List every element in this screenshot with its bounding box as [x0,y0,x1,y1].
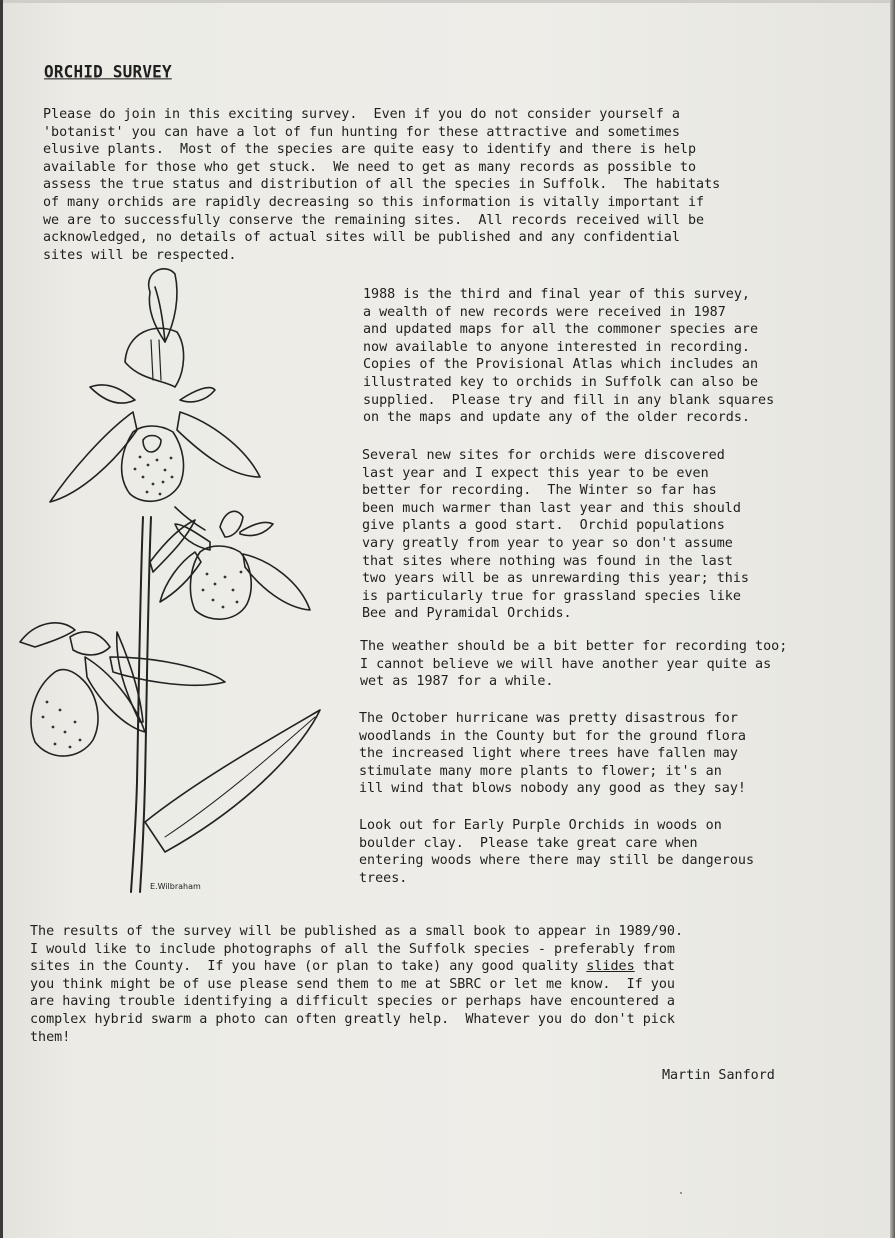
page-top-edge [3,0,895,3]
page-title: ORCHID SURVEY [44,61,172,82]
intro-paragraph: Please do join in this exciting survey. Even if you do not consider yourself a 'botanist' you can have a lot of fun hunting for these attractive and sometimes elusive plants. Most of the species are quite easy to identify and there is help available for those who get stuck. We need to get as many records as possible to assess the true status and distribution of all the species in Suffolk. The habitats of many orchids are rapidly decreasing so this information is vitally important if we are to successfully conserve the remaining sites. All records received will be acknowledged, no details of actual sites will be published and any confidential sites will be respected. [43,107,721,263]
bee-orchid-drawing-icon [15,262,335,902]
results-text-end: that you think might be of use please send them to me at SBRC or let me know. If you are having trouble identifying a difficult species or perhaps have encountered a complex hybrid swarm a photo can often greatly help. Whatever you do don't pick them! [30,959,675,1045]
page-speck [680,1192,682,1194]
slides-underlined-word: slides [586,959,635,975]
results-paragraph [30,923,683,1046]
column-paragraph-1: 1988 is the third and final year of this survey, a wealth of new records were received in 1987 and updated maps for all the commoner species are now available to anyone interested in recording. Copies of the Provisional Atlas which includes an illustrated key to orchids in Suffolk can also be supplied. Please try and fill in any blank squares on the maps and update any of the older records. [363,287,775,426]
page-right-edge [890,0,895,1238]
results-text-start: The results of the survey will be published as a small book to appear in 1989/90. I would like to include photographs of all the Suffolk species - preferably from sites in the County. If you have (or plan to take) any good quality [30,924,684,975]
author-signature: Martin Sanford [662,1068,775,1083]
column-paragraph-2: Several new sites for orchids were discovered last year and I expect this year to be even better for recording. The Winter so far has been much warmer than last year and this should give plants a good start. Orchid populations vary greatly from year to year so don't assume that sites where nothing was found in the last two years will be as unrewarding this year; this is particularly true for grassland species like Bee and Pyramidal Orchids. [362,448,749,622]
column-paragraph-5: Look out for Early Purple Orchids in woods on boulder clay. Please take great care when entering woods where there may still be dangerous trees. [359,818,755,886]
illustration-credit: E.Wilbraham [150,882,201,891]
column-paragraph-4: The October hurricane was pretty disastrous for woodlands in the County but for the ground flora the increased light where trees have fallen may stimulate many more plants to flower; it's an ill wind that blows nobody any good as they say! [359,711,746,797]
column-paragraph-3: The weather should be a bit better for recording too; I cannot believe we will have another year quite as wet as 1987 for a while. [360,639,788,690]
